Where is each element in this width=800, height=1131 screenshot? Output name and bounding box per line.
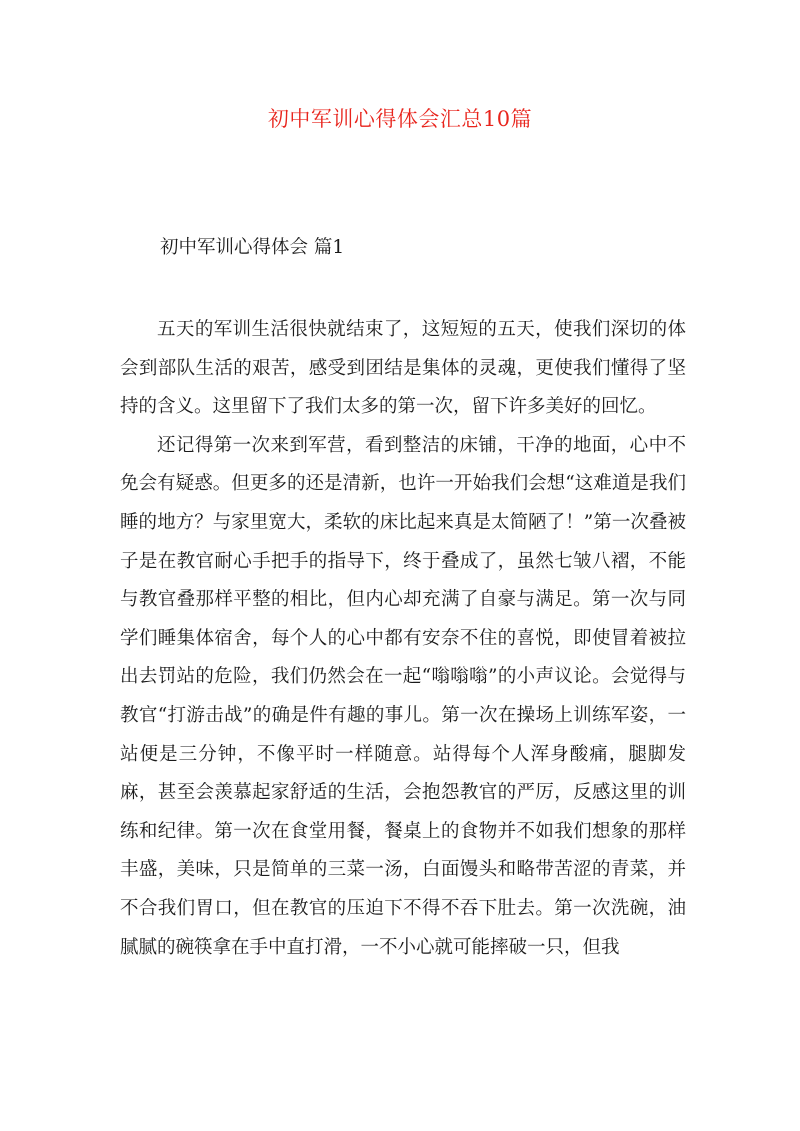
paragraph: 五天的军训生活很快就结束了，这短短的五天，使我们深切的体会到部队生活的艰苦，感受到团结是集体的灵魂，更使我们懂得了坚持的含义。这里留下了我们太多的第一次，留下许多美好的回忆。 (120, 319, 686, 418)
paragraph: 还记得第一次来到军营，看到整洁的床铺，干净的地面，心中不免会有疑惑。但更多的还是清新，也许一开始我们会想“这难道是我们睡的地方？与家里宽大，柔软的床比起来真是太简陋了！”第一次叠被子是在教官耐心手把手的指导下，终于叠成了，虽然七皱八褶，不能与教官叠那样平整的相比，但内心却充满了自豪与满足。第一次与同学们睡集体宿舍，每个人的心中都有安奈不住的喜悦，即使冒着被拉出去罚站的危险，我们仍然会在一起“嗡嗡嗡”的小声议论。会觉得与教官“打游击战”的确是件有趣的事儿。第一次在操场上训练军姿，一站便是三分钟，不像平时一样随意。站得每个人浑身酸痛，腿脚发麻，甚至会羡慕起家舒适的生活，会抱怨教官的严厉，反感这里的训练和纪律。第一次在食堂用餐，餐桌上的食物并不如我们想象的那样丰盛，美味，只是简单的三菜一汤，白面馒头和略带苦涩的青菜，并不合我们胃口，但在教官的压迫下不得不吞下肚去。第一次洗碗，油腻腻的碗筷拿在手中直打滑，一不小心就可能摔破一只，但我 (120, 434, 686, 958)
document-title: 初中军训心得体会汇总10篇 (267, 107, 533, 131)
section-heading: 初中军训心得体会 篇1 (160, 237, 345, 258)
document-body (120, 311, 686, 967)
